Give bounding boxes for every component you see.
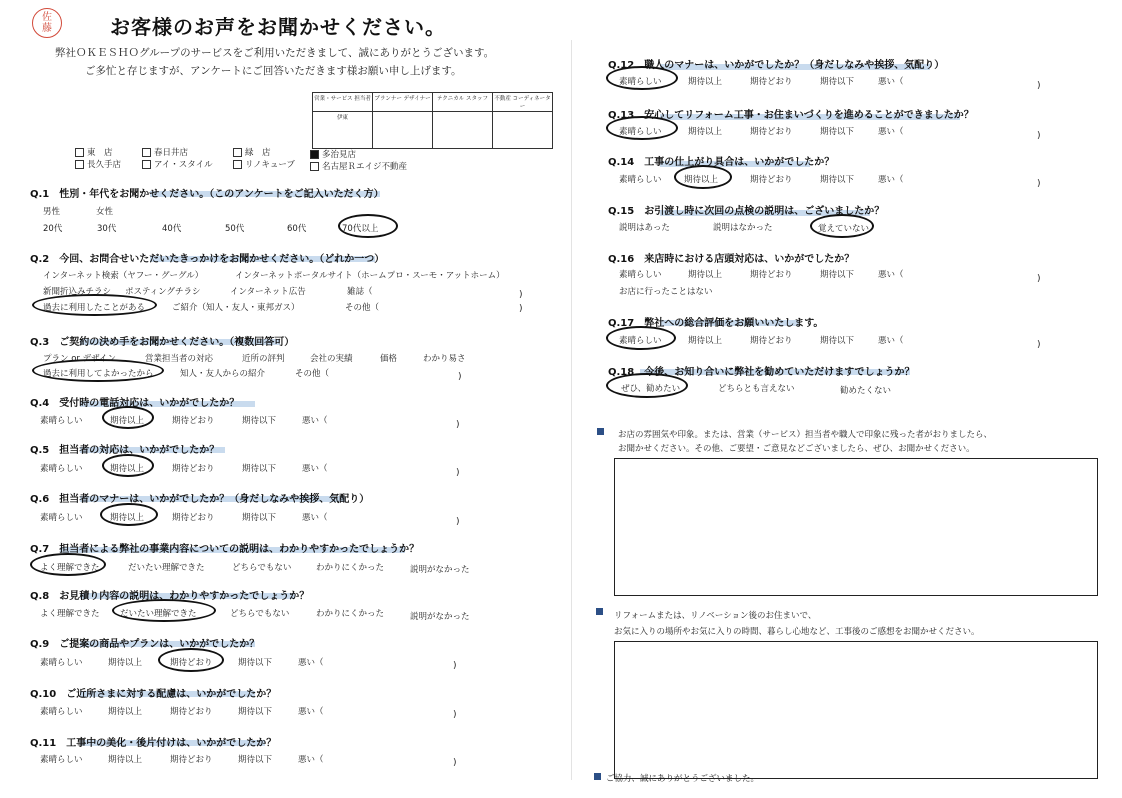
q1-option[interactable]: 女性	[96, 207, 114, 217]
q15-option[interactable]: 説明はなかった	[713, 223, 773, 233]
close-paren: )	[1037, 274, 1041, 284]
question-8: Q.8 お見積り内容の説明は、わかりやすかったでしょうか？	[30, 591, 310, 602]
q9-option[interactable]: 素晴らしい	[40, 658, 83, 668]
store-option[interactable]: リノキューブ	[233, 158, 295, 170]
q10-option[interactable]: 悪い（	[298, 707, 324, 717]
q7-option-selected[interactable]: よく理解できた	[40, 563, 100, 573]
stamp-char-1: 佐	[42, 12, 52, 23]
q8-option[interactable]: わかりにくかった	[316, 609, 385, 619]
close-paren: )	[1037, 81, 1041, 91]
comment1-prompt-line-1: お店の雰囲気や印象。または、営業（サービス）担当者や職人で印象に残った者がおりましたら、	[618, 430, 993, 440]
q16-option[interactable]: 期待どおり	[750, 270, 793, 280]
q1-option[interactable]: 30代	[97, 224, 117, 234]
staff-header-sales: 営業・サービス 担当者	[313, 93, 373, 112]
q5-option[interactable]: 期待以下	[242, 464, 277, 474]
q16-option[interactable]: 期待以上	[688, 270, 723, 280]
q8-option[interactable]: どちらでもない	[230, 609, 290, 619]
answer-circle	[606, 66, 678, 90]
q16-option[interactable]: 素晴らしい	[619, 270, 662, 280]
q16-option[interactable]: 悪い（	[878, 270, 904, 280]
q14-option[interactable]: 悪い（	[878, 175, 904, 185]
question-7: Q.7 担当者による弊社の事業内容についての説明は、わかりやすかったでしょうか？	[30, 544, 420, 555]
question-12: Q.12 職人のマナーは、いかがでしたか？（身だしなみや挨拶、気配り）	[608, 60, 945, 71]
q11-option[interactable]: 期待以上	[108, 755, 143, 765]
answer-circle	[158, 648, 224, 672]
q3-option[interactable]: その他（	[295, 369, 330, 379]
q14-option[interactable]: 素晴らしい	[619, 175, 662, 185]
question-4: Q.4 受付時の電話対応は、いかがでしたか？	[30, 398, 240, 409]
q17-option-selected[interactable]: 素晴らしい	[619, 336, 662, 346]
checkbox-checked-icon	[310, 150, 319, 159]
comment2-textarea[interactable]	[614, 641, 1098, 779]
close-paren: )	[519, 304, 523, 314]
q7-option[interactable]: だいたい理解できた	[128, 563, 205, 573]
staff-table	[312, 92, 553, 149]
page-title: お客様のお声をお聞かせください。	[110, 15, 446, 39]
checkbox-icon	[142, 148, 151, 157]
name-stamp	[32, 8, 62, 38]
column-divider	[571, 40, 572, 780]
q3-option[interactable]: プラン or デザイン	[43, 354, 117, 364]
q16-option[interactable]: お店に行ったことはない	[619, 287, 713, 297]
q18-option[interactable]: 勧めたくない	[840, 386, 892, 396]
q5-option[interactable]: 悪い（	[302, 464, 328, 474]
q2-option[interactable]: 雑誌（	[347, 287, 373, 297]
q2-option[interactable]: インターネット広告	[230, 287, 306, 297]
question-1: Q.1 性別・年代をお聞かせください。（このアンケートをご記入いただく方）	[30, 189, 384, 200]
store-option[interactable]: 春日井店	[142, 146, 188, 158]
question-15: Q.15 お引渡し時に次回の点検の説明は、ございましたか？	[608, 206, 885, 217]
q10-option[interactable]: 期待どおり	[170, 707, 213, 717]
answer-circle	[112, 599, 216, 622]
close-paren: )	[453, 710, 457, 720]
bullet-square-icon	[594, 773, 601, 780]
comment2-prompt-line-2: お気に入りの場所やお気に入りの時間、暮らし心地など、工事後のご感想をお聞かせください。	[614, 627, 980, 637]
q12-option[interactable]: 期待どおり	[750, 77, 793, 87]
checkbox-icon	[233, 148, 242, 157]
close-paren: )	[456, 420, 460, 430]
q18-option[interactable]: どちらとも言えない	[718, 384, 795, 394]
q4-option[interactable]: 素晴らしい	[40, 416, 83, 426]
q1-option[interactable]: 40代	[162, 224, 182, 234]
store-option[interactable]: 緑 店	[233, 146, 271, 158]
q18-option-selected[interactable]: ぜひ、勧めたい	[621, 384, 681, 394]
q7-option[interactable]: 説明がなかった	[410, 565, 470, 575]
q17-option[interactable]: 期待以下	[820, 336, 855, 346]
q9-option[interactable]: 悪い（	[298, 658, 324, 668]
q2-option[interactable]: ポスティングチラシ	[125, 287, 201, 297]
q6-option[interactable]: 期待どおり	[172, 513, 215, 523]
answer-circle	[810, 214, 874, 238]
q6-option-selected[interactable]: 期待以上	[110, 513, 145, 523]
close-paren: )	[456, 468, 460, 478]
close-paren: )	[1037, 340, 1041, 350]
q2-option[interactable]: ご紹介（知人・友人・東邦ガス）	[172, 303, 300, 313]
question-9: Q.9 ご提案の商品やプランは、いかがでしたか？	[30, 639, 260, 650]
q8-option[interactable]: 説明がなかった	[410, 612, 470, 622]
store-option[interactable]: 名古屋Ｒエイジ不動産	[310, 160, 407, 172]
q13-option[interactable]: 期待以上	[688, 127, 723, 137]
q10-option[interactable]: 期待以上	[108, 707, 143, 717]
q13-option-selected[interactable]: 素晴らしい	[619, 127, 662, 137]
store-option[interactable]: 多治見店	[310, 148, 356, 160]
close-paren: )	[1037, 179, 1041, 189]
staff-value-planner[interactable]	[373, 112, 433, 149]
staff-value-technical[interactable]	[433, 112, 493, 149]
q11-option[interactable]: 期待どおり	[170, 755, 213, 765]
q2-option-selected[interactable]: 過去に利用したことがある	[43, 303, 146, 313]
q16-option[interactable]: 期待以下	[820, 270, 855, 280]
answer-circle	[674, 165, 732, 189]
question-2: Q.2 今回、お問合せいただいたきっかけをお聞かせください。（どれか一つ）	[30, 254, 385, 265]
close-paren: )	[1037, 131, 1041, 141]
close-paren: )	[519, 290, 523, 300]
question-5: Q.5 担当者の対応は、いかがでしたか？	[30, 445, 220, 456]
answer-circle	[100, 503, 158, 526]
staff-value-sales[interactable]: 伊東	[313, 112, 373, 149]
q15-option-selected[interactable]: 覚えていない	[818, 224, 870, 234]
staff-header-technical: テクニカル スタッフ	[433, 93, 493, 112]
comment1-prompt-line-2: お聞かせください。その他、ご要望・ご意見などございましたら、ぜひ、お聞かせください。	[618, 444, 975, 454]
q7-option[interactable]: どちらでもない	[232, 563, 292, 573]
q12-option[interactable]: 悪い（	[878, 77, 904, 87]
q17-option[interactable]: 期待以上	[688, 336, 723, 346]
q5-option-selected[interactable]: 期待以上	[110, 464, 145, 474]
answer-circle	[606, 326, 676, 350]
q9-option[interactable]: 期待以上	[108, 658, 143, 668]
question-3: Q.3 ご契約の決め手をお聞かせください。（複数回答可）	[30, 337, 295, 348]
answer-circle	[32, 294, 157, 316]
q11-option[interactable]: 素晴らしい	[40, 755, 83, 765]
checkbox-icon	[75, 160, 84, 169]
answer-circle	[32, 359, 164, 382]
q3-option[interactable]: 会社の実績	[310, 354, 353, 364]
q15-option[interactable]: 説明はあった	[619, 223, 670, 233]
q4-option-selected[interactable]: 期待以上	[110, 416, 145, 426]
q8-option[interactable]: よく理解できた	[40, 609, 100, 619]
q9-option[interactable]: 期待以下	[238, 658, 273, 668]
question-14: Q.14 工事の仕上がり具合は、いかがでしたか？	[608, 157, 835, 168]
q1-option-selected[interactable]: 70代以上	[342, 224, 379, 234]
q9-option-selected[interactable]: 期待どおり	[170, 658, 213, 668]
checkbox-icon	[310, 162, 319, 171]
close-paren: )	[458, 372, 462, 382]
store-option[interactable]: 東 店	[75, 146, 113, 158]
q12-option[interactable]: 期待以下	[820, 77, 855, 87]
q10-option[interactable]: 期待以下	[238, 707, 273, 717]
stamp-char-2: 藤	[42, 23, 52, 34]
staff-header-planner: プランナー デザイナー	[373, 93, 433, 112]
answer-circle	[338, 214, 398, 238]
q13-option[interactable]: 期待以下	[820, 127, 855, 137]
q14-option[interactable]: 期待どおり	[750, 175, 793, 185]
store-option[interactable]: アイ・スタイル	[142, 158, 213, 170]
comment1-textarea[interactable]	[614, 458, 1098, 596]
q1-option[interactable]: 男性	[43, 207, 61, 217]
q4-option[interactable]: 悪い（	[302, 416, 328, 426]
q2-option[interactable]: その他（	[345, 303, 380, 313]
q8-option-selected[interactable]: だいたい理解できた	[120, 609, 197, 619]
q3-option[interactable]: 近所の評判	[242, 354, 285, 364]
q12-option-selected[interactable]: 素晴らしい	[619, 77, 662, 87]
q4-option[interactable]: 期待以下	[242, 416, 277, 426]
question-10: Q.10 ご近所さまに対する配慮は、いかがでしたか？	[30, 689, 277, 700]
q3-option[interactable]: 価格	[380, 354, 398, 364]
q3-option[interactable]: 知人・友人からの紹介	[180, 369, 266, 379]
q5-option[interactable]: 素晴らしい	[40, 464, 83, 474]
answer-circle	[606, 116, 678, 140]
q2-option[interactable]: インターネット検索（ヤフー・グーグル）	[43, 271, 204, 281]
close-paren: )	[453, 758, 457, 768]
answer-circle	[102, 406, 154, 429]
intro-line-1: 弊社ＯＫＥＳＨＯグループのサービスをご利用いただきまして、誠にありがとうございます。	[55, 47, 495, 59]
q13-option[interactable]: 期待どおり	[750, 127, 793, 137]
question-16: Q.16 来店時における店頭対応は、いかがでしたか？	[608, 254, 855, 265]
store-option[interactable]: 長久手店	[75, 158, 121, 170]
close-paren: )	[453, 661, 457, 671]
q7-option[interactable]: わかりにくかった	[316, 563, 385, 573]
q17-option[interactable]: 期待どおり	[750, 336, 793, 346]
question-17: Q.17 弊社への総合評価をお願いいたします。	[608, 318, 824, 329]
question-11: Q.11 工事中の美化・後片付けは、いかがでしたか？	[30, 738, 277, 749]
bullet-square-icon	[596, 608, 603, 615]
q10-option[interactable]: 素晴らしい	[40, 707, 83, 717]
comment2-prompt-line-1: リフォームまたは、リノベーション後のお住まいで、	[614, 611, 817, 621]
q3-option[interactable]: わかり易さ	[423, 354, 466, 364]
bullet-square-icon	[597, 428, 604, 435]
intro-line-2: ご多忙と存じますが、アンケートにご回答いただきます様お願い申し上げます。	[85, 65, 462, 77]
q3-option-selected[interactable]: 過去に利用してよかったから	[43, 369, 154, 379]
answer-circle	[606, 373, 688, 398]
checkbox-icon	[233, 160, 242, 169]
q2-option[interactable]: インターネットポータルサイト（ホームプロ・スーモ・アットホーム）	[235, 271, 505, 281]
q11-option[interactable]: 悪い（	[298, 755, 324, 765]
q17-option[interactable]: 悪い（	[878, 336, 904, 346]
staff-value-realestate[interactable]	[493, 112, 553, 149]
q3-option[interactable]: 営業担当者の対応	[145, 354, 214, 364]
q12-option[interactable]: 期待以上	[688, 77, 723, 87]
q11-option[interactable]: 期待以下	[238, 755, 273, 765]
q4-option[interactable]: 期待どおり	[172, 416, 215, 426]
q6-option[interactable]: 期待以下	[242, 513, 277, 523]
thanks-text: ご協力、誠にありがとうございました。	[606, 774, 760, 784]
question-6: Q.6 担当者のマナーは、いかがでしたか？（身だしなみや挨拶、気配り）	[30, 494, 370, 505]
q2-option[interactable]: 新聞折込みチラシ	[43, 287, 112, 297]
q14-option-selected[interactable]: 期待以上	[684, 175, 719, 185]
q6-option[interactable]: 素晴らしい	[40, 513, 83, 523]
checkbox-icon	[142, 160, 151, 169]
question-13: Q.13 安心してリフォーム工事・お住まいづくりを進めることができましたか？	[608, 110, 974, 121]
q1-option[interactable]: 60代	[287, 224, 307, 234]
question-18: Q.18 今後、お知り合いに弊社を勧めていただけますでしょうか？	[608, 367, 915, 378]
q1-option[interactable]: 20代	[43, 224, 63, 234]
staff-header-realestate: 不動産 コーディネーター	[493, 93, 553, 112]
checkbox-icon	[75, 148, 84, 157]
q1-option[interactable]: 50代	[225, 224, 245, 234]
q6-option[interactable]: 悪い（	[302, 513, 328, 523]
answer-circle	[30, 553, 106, 576]
answer-circle	[102, 454, 154, 477]
q5-option[interactable]: 期待どおり	[172, 464, 215, 474]
q14-option[interactable]: 期待以下	[820, 175, 855, 185]
q13-option[interactable]: 悪い（	[878, 127, 904, 137]
close-paren: )	[456, 517, 460, 527]
